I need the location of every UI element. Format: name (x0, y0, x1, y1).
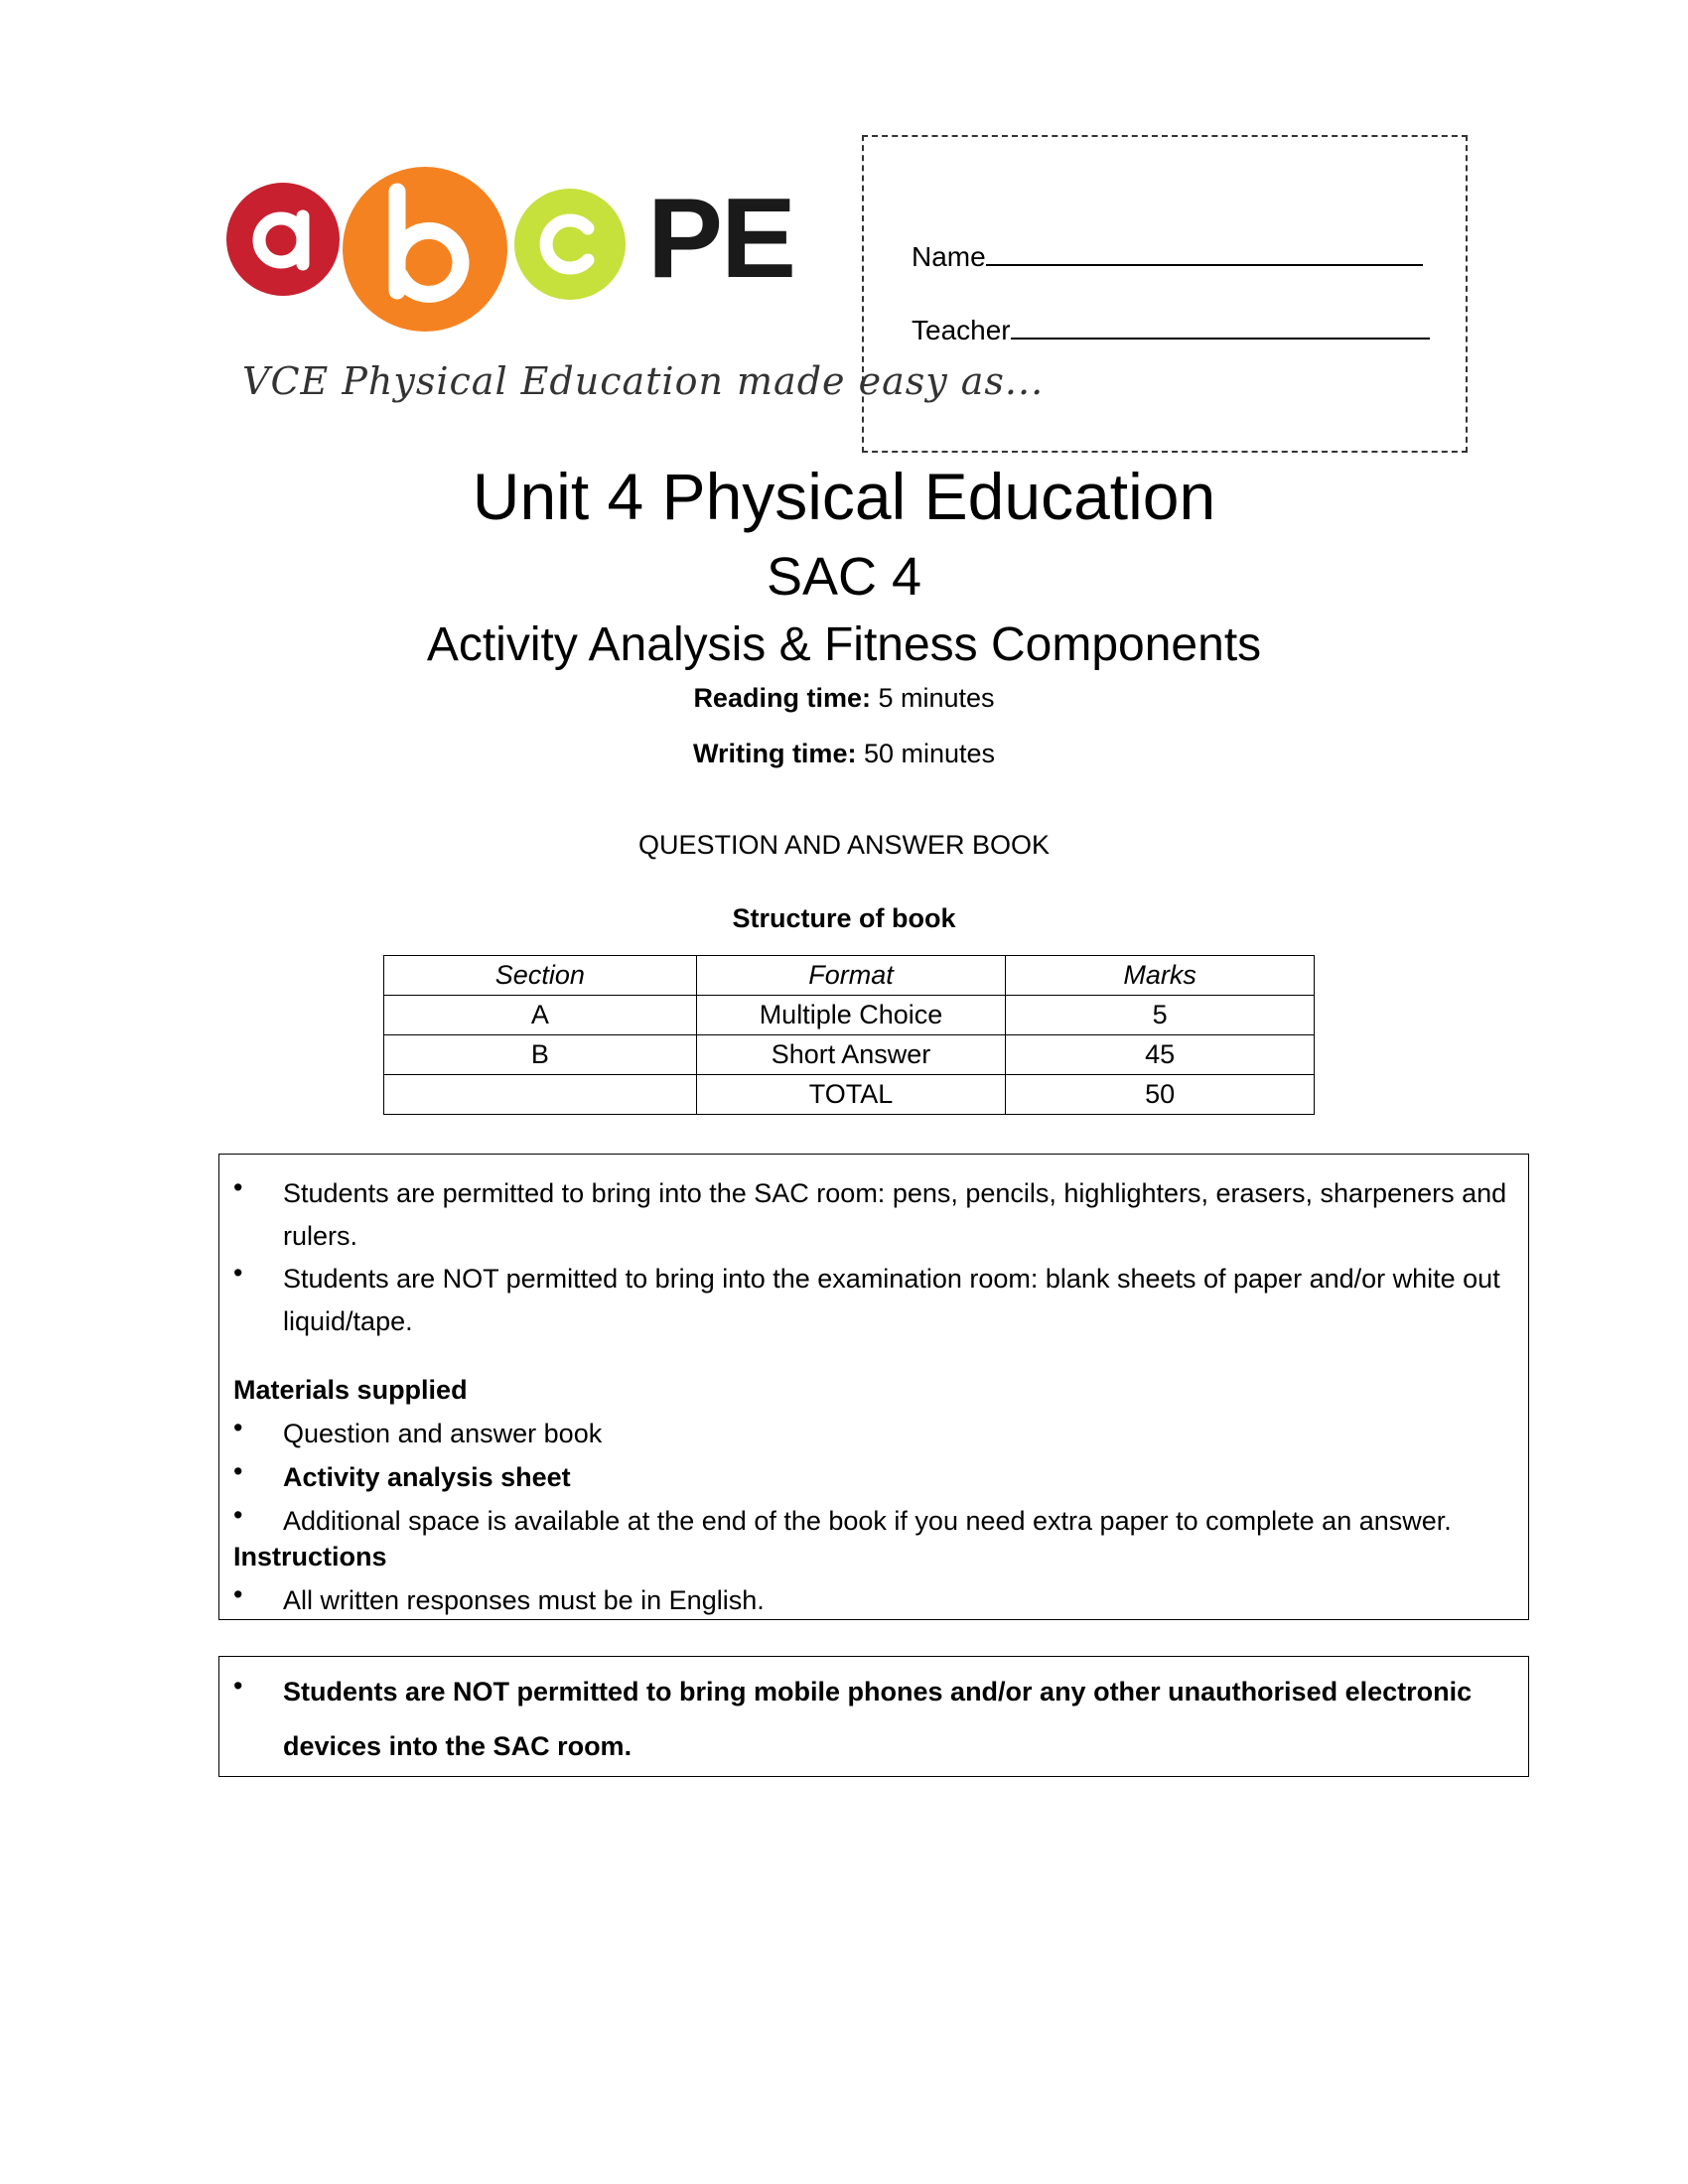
writing-time-label: Writing time: (692, 739, 857, 768)
logo-circle-orange (343, 167, 507, 332)
bullet-icon: • (233, 1456, 243, 1486)
format-cell: Multiple Choice (696, 996, 1006, 1035)
bullet-icon: • (233, 1413, 243, 1442)
section-cell: B (384, 1035, 697, 1075)
reading-time (0, 683, 1688, 714)
table-row (384, 996, 1315, 1035)
instructions-heading: Instructions (233, 1542, 387, 1571)
letter-c-glyph (514, 189, 626, 300)
structure-heading: Structure of book (732, 903, 956, 933)
instruction-text: All written responses must be in English. (283, 1585, 765, 1615)
logo-wordmark: PE (647, 176, 795, 302)
page-subtitle: SAC 4 (766, 547, 922, 607)
teacher-line[interactable] (1011, 314, 1430, 340)
total-value: 50 (1006, 1075, 1315, 1115)
table-row (384, 1035, 1315, 1075)
name-line[interactable] (986, 240, 1423, 266)
reading-time-label: Reading time: (693, 683, 871, 713)
section-cell: A (384, 996, 697, 1035)
name-field[interactable] (912, 240, 1423, 273)
section-cell (384, 1075, 697, 1115)
column-header: Marks (1006, 956, 1315, 996)
bullet-icon: • (233, 1671, 243, 1701)
bullet-icon: • (233, 1500, 243, 1530)
format-cell: Short Answer (696, 1035, 1006, 1075)
rules-box (218, 1154, 1529, 1620)
letter-b-glyph (343, 167, 507, 332)
page-heading: Activity Analysis & Fitness Components (426, 618, 1262, 671)
materials-heading: Materials supplied (233, 1375, 468, 1405)
teacher-label: Teacher (912, 315, 1011, 345)
bullet-icon: • (233, 1579, 243, 1609)
writing-time (0, 739, 1688, 769)
reading-time-value: 5 minutes (878, 683, 995, 713)
column-header: Format (696, 956, 1006, 996)
logo-circle-green (514, 189, 626, 300)
marks-cell: 5 (1006, 996, 1315, 1035)
logo-tagline: VCE Physical Education made easy as... (242, 359, 1045, 403)
student-details-box (862, 135, 1468, 453)
bullet-icon: • (233, 1172, 243, 1202)
marks-cell: 45 (1006, 1035, 1315, 1075)
warning-box (218, 1656, 1529, 1777)
teacher-field[interactable] (912, 314, 1430, 346)
page-title: Unit 4 Physical Education (472, 460, 1216, 533)
logo-circle-red (226, 183, 340, 296)
total-label: TOTAL (696, 1075, 1006, 1115)
warning-text: Students are NOT permitted to bring mobile phones and/or any other unauthorised electronic devices into the SAC room. (283, 1677, 1473, 1761)
table-total-row (384, 1075, 1315, 1115)
material-text: Activity analysis sheet (283, 1462, 571, 1492)
letter-a-glyph (226, 183, 340, 296)
bullet-icon: • (233, 1258, 243, 1288)
column-header: Section (384, 956, 697, 996)
structure-table (383, 955, 1315, 1115)
name-label: Name (912, 241, 986, 272)
book-label: QUESTION AND ANSWER BOOK (637, 830, 1051, 860)
table-header-row (384, 956, 1315, 996)
rule-text: Students are permitted to bring into the SAC room: pens, pencils, highlighters, erasers, sharpeners and rulers. (283, 1178, 1507, 1251)
rule-text: Students are NOT permitted to bring into the examination room: blank sheets of paper and/or white out liquid/tape. (283, 1264, 1500, 1336)
material-text: Question and answer book (283, 1419, 603, 1448)
material-text: Additional space is available at the end of the book if you need extra paper to complete an answer. (283, 1506, 1452, 1536)
writing-time-value: 50 minutes (863, 739, 996, 768)
